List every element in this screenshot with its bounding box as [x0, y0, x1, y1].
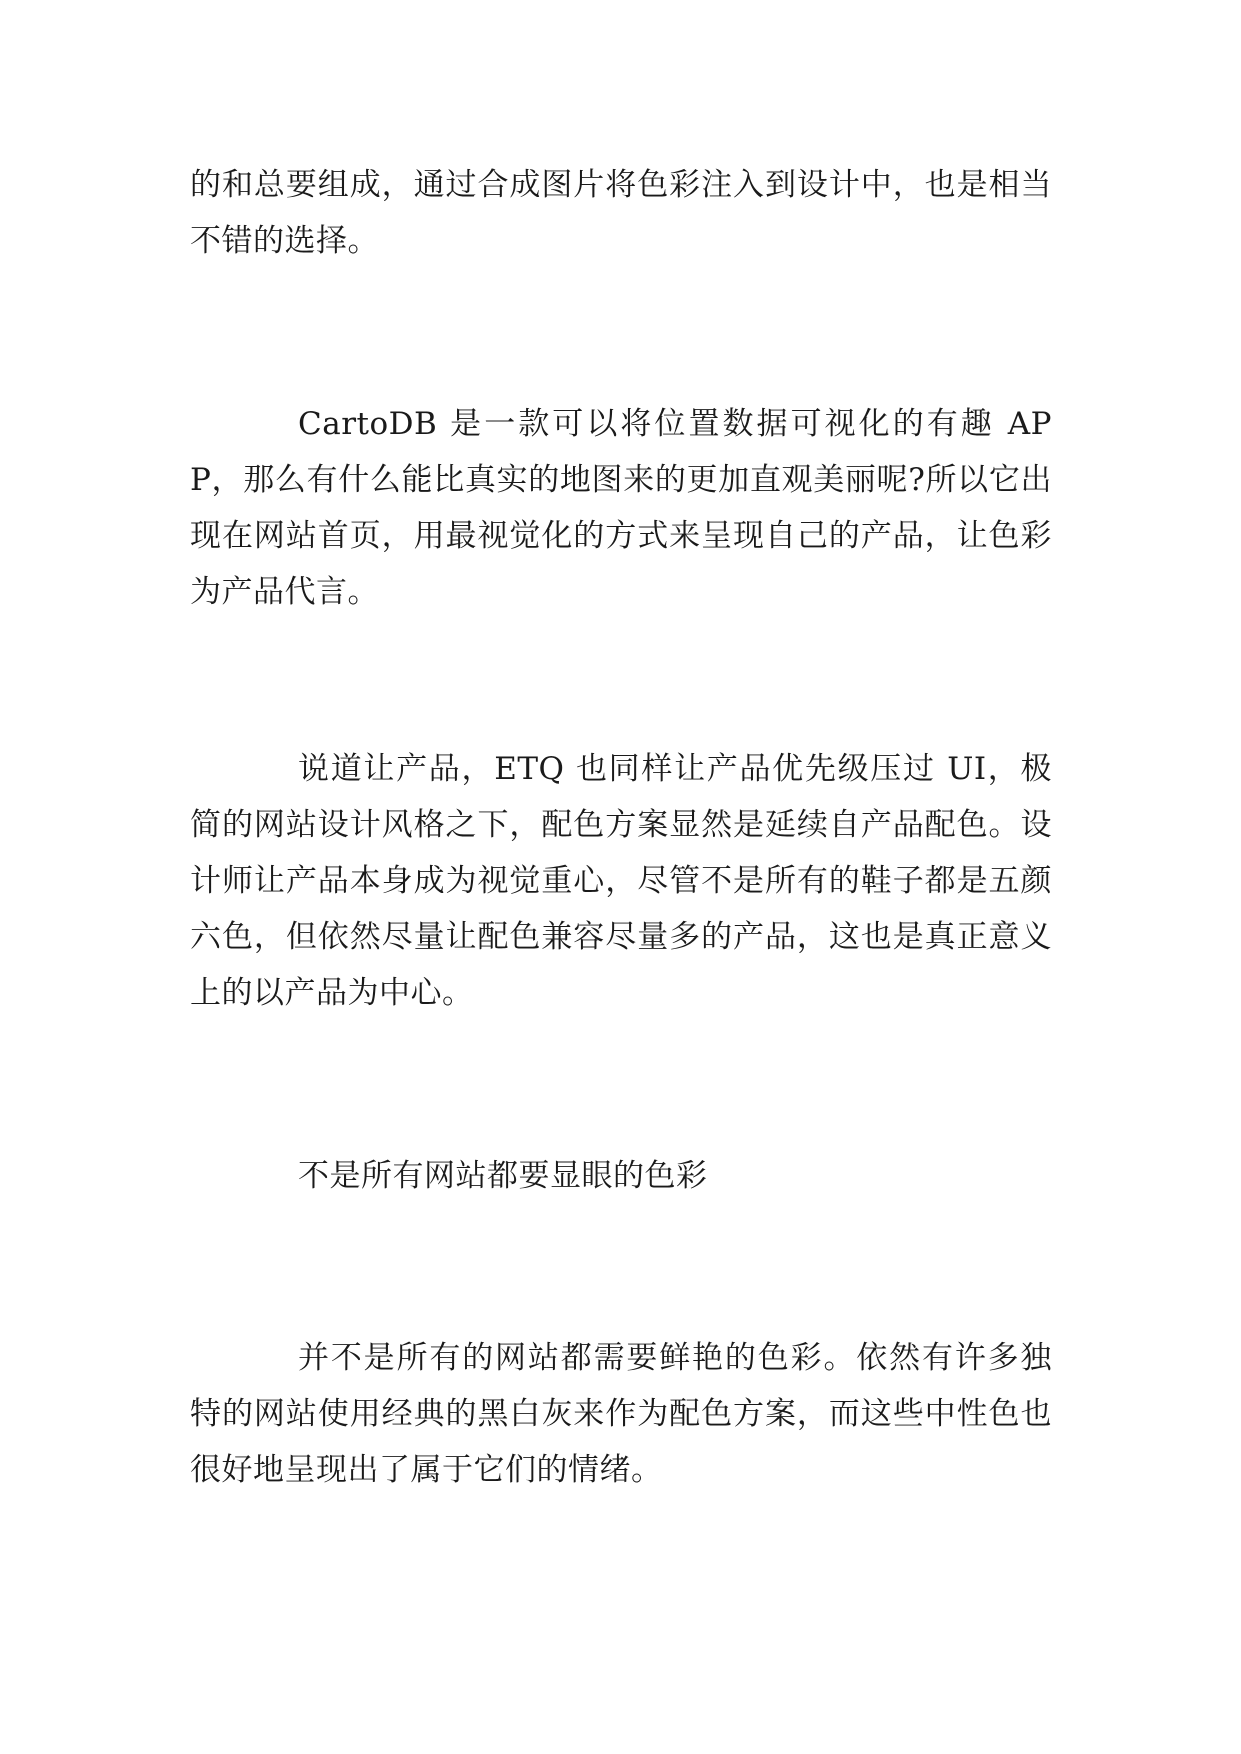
paragraph-etq: 说道让产品，ETQ 也同样让产品优先级压过 UI，极简的网站设计风格之下，配色方案显然是延续自产品配色。设计师让产品本身成为视觉重心，尽管不是所有的鞋子都是五颜六色，但依然尽量让配色兼容尽量多的产品，这也是真正意义上的以产品为中心。: [190, 751, 1052, 1011]
paragraph-neutral-colors: 并不是所有的网站都需要鲜艳的色彩。依然有许多独特的网站使用经典的黑白灰来作为配色方案，而这些中性色也很好地呈现出了属于它们的情绪。: [190, 1340, 1052, 1488]
section-heading: 不是所有网站都要显眼的色彩: [298, 1158, 708, 1194]
paragraph-cartodb: CartoDB 是一款可以将位置数据可视化的有趣 APP，那么有什么能比真实的地图来的更加直观美丽呢?所以它出现在网站首页，用最视觉化的方式来呈现自己的产品，让色彩为产品代言。: [190, 406, 1052, 610]
paragraph-continuation: 的和总要组成，通过合成图片将色彩注入到设计中，也是相当不错的选择。: [190, 167, 1052, 259]
